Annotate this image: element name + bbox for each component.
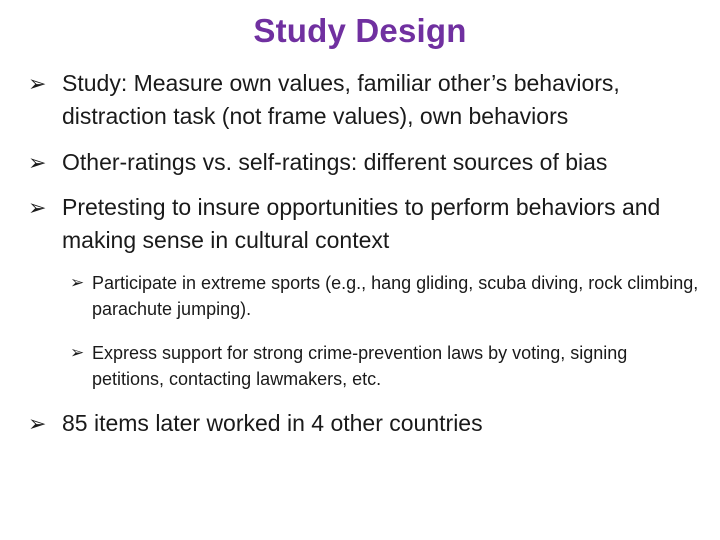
arrow-bullet-icon: ➢ (70, 273, 85, 292)
sub-bullet-extreme-sports (70, 270, 702, 322)
bullet-text: 85 items later worked in 4 other countries (62, 410, 483, 436)
bullet-text: Pretesting to insure opportunities to perform behaviors and making sense in cultural context (62, 194, 661, 253)
sub-bullet-text: Participate in extreme sports (e.g., hang gliding, scuba diving, rock climbing, parachute jumping). (92, 273, 699, 319)
arrow-bullet-icon: ➢ (28, 411, 47, 436)
bullet-items-countries (28, 407, 700, 440)
slide-title: Study Design (253, 12, 467, 49)
sub-bullet-crime-prevention (70, 340, 702, 392)
bullet-study (28, 67, 700, 133)
arrow-bullet-icon: ➢ (28, 195, 47, 220)
bullet-ratings (28, 146, 700, 179)
sub-bullet-text: Express support for strong crime-prevention laws by voting, signing petitions, contacting lawmakers, etc. (92, 343, 628, 389)
bullet-text: Other-ratings vs. self-ratings: different sources of bias (62, 149, 608, 175)
arrow-bullet-icon: ➢ (70, 343, 85, 362)
bullet-pretesting (28, 191, 700, 257)
arrow-bullet-icon: ➢ (28, 71, 47, 96)
arrow-bullet-icon: ➢ (28, 150, 47, 175)
bullet-text: Study: Measure own values, familiar other’s behaviors, distraction task (not frame values), own behaviors (62, 70, 620, 129)
